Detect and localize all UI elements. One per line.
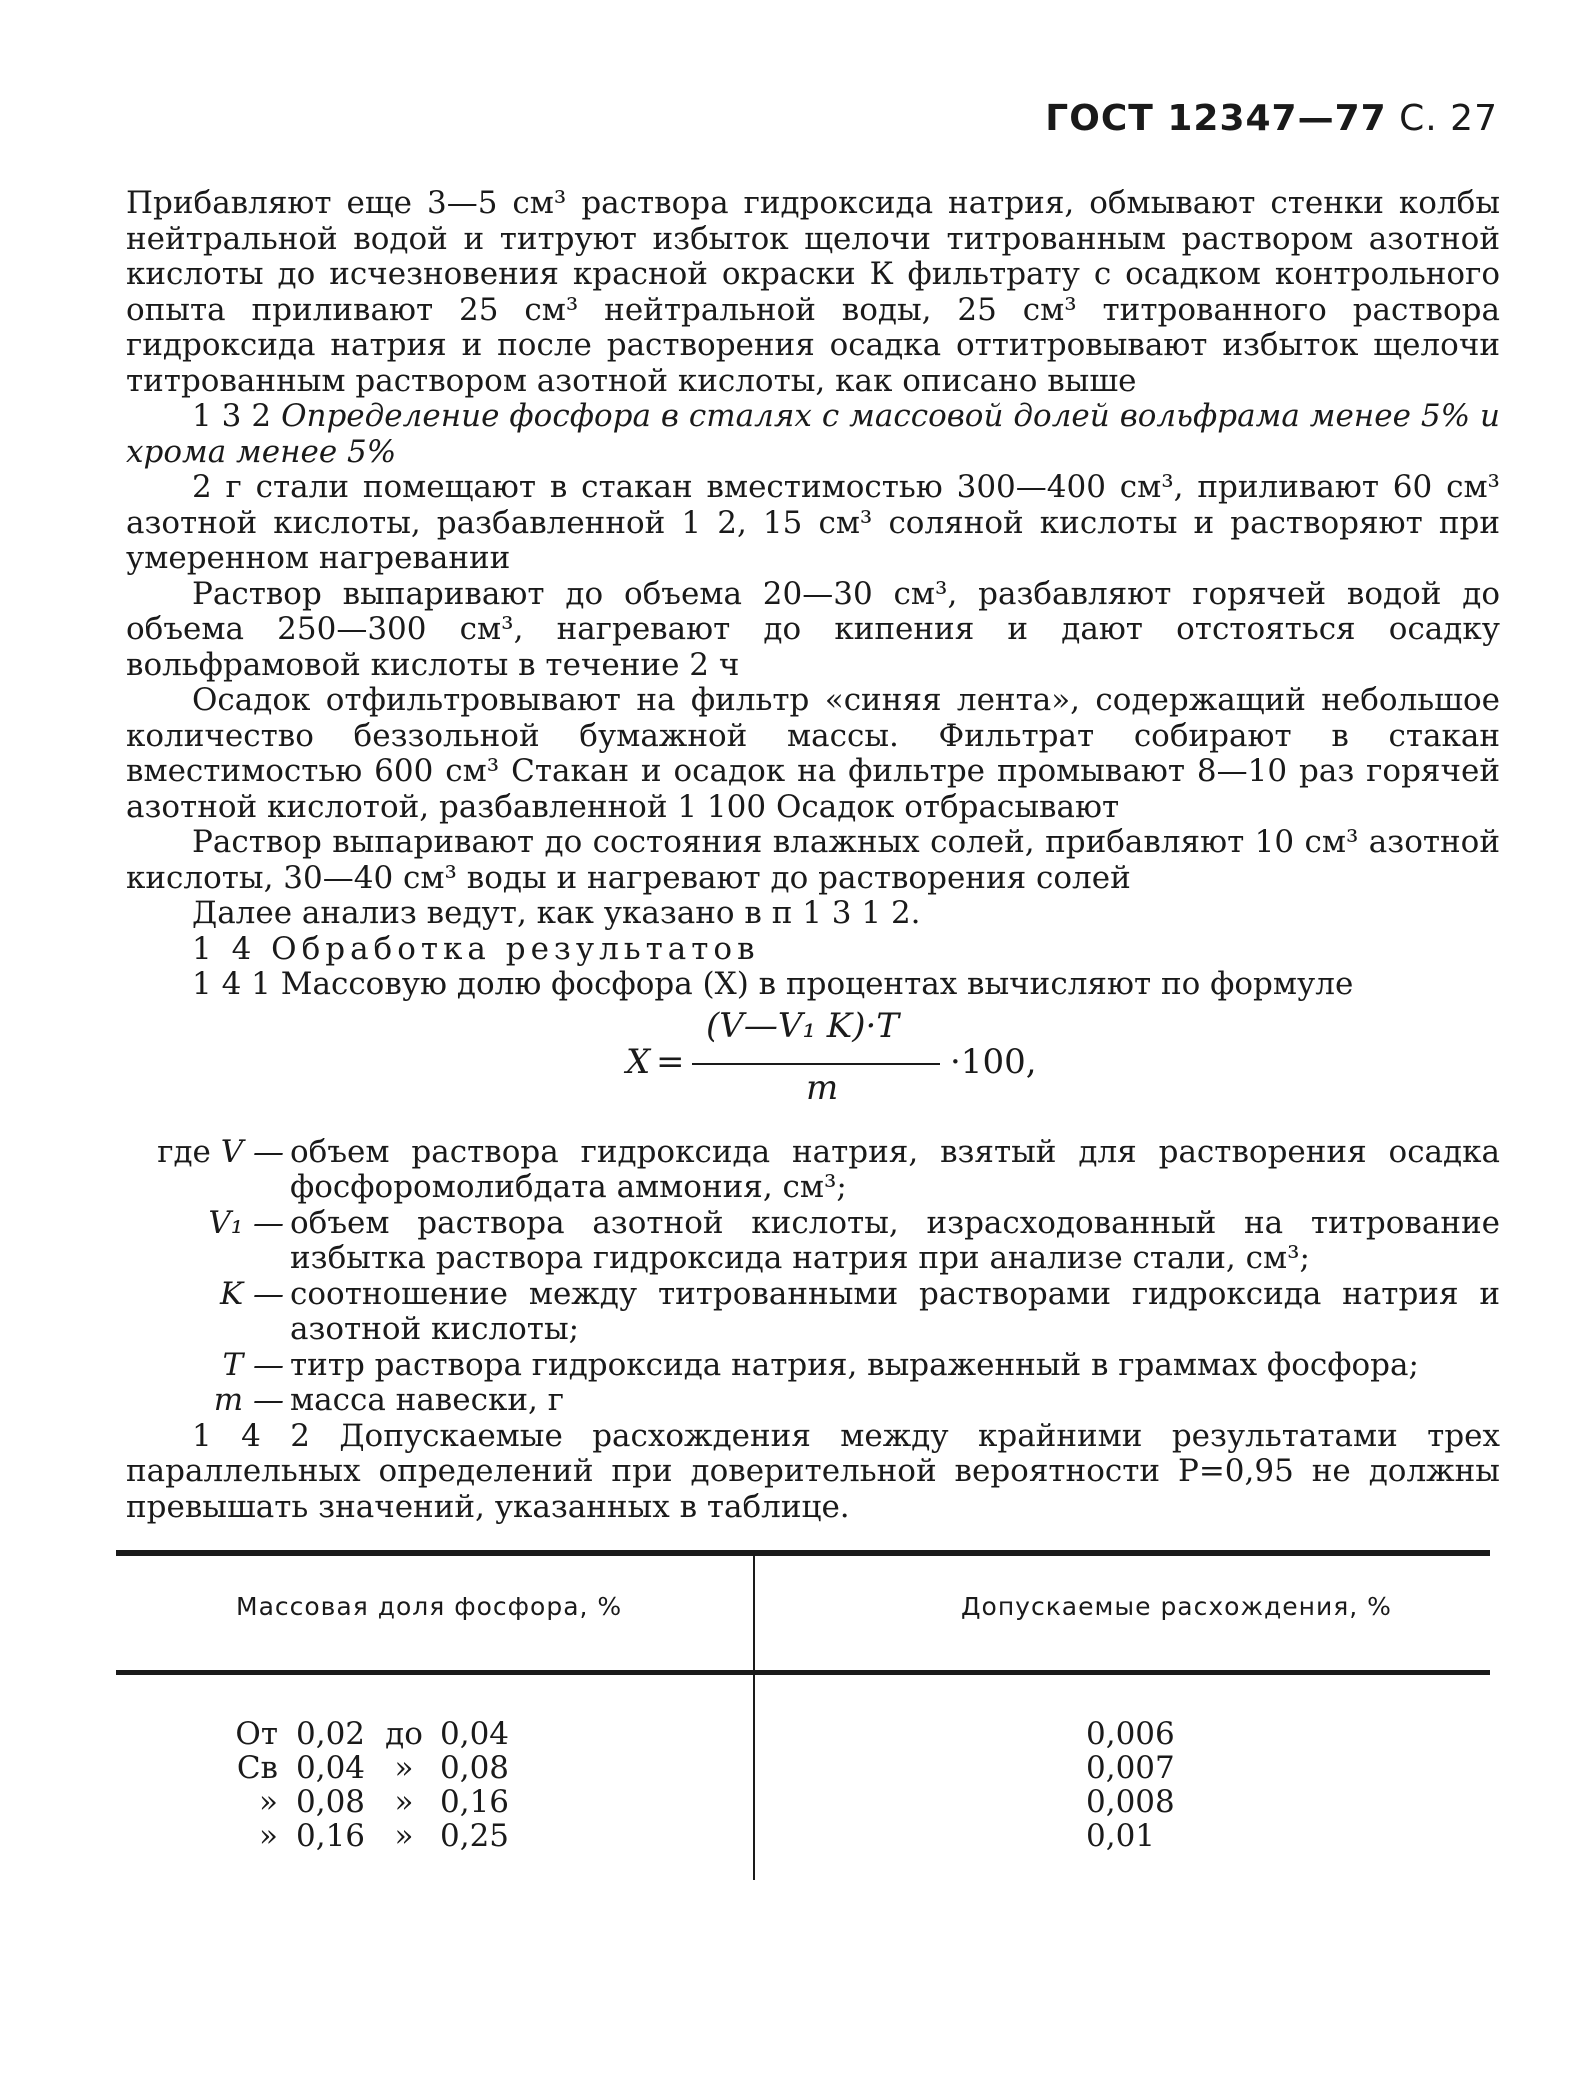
formula-equals: = xyxy=(656,1041,685,1082)
paragraph: Раствор выпаривают до объема 20—30 см³, разбавляют горячей водой до объема 250—300 см³, нагревают до кипения и дают отстояться осадку вольфрамовой кислоты в течение 2 ч xyxy=(126,575,1500,683)
definition-row xyxy=(126,1348,1500,1384)
paragraph: Прибавляют еще 3—5 см³ раствора гидроксида натрия, обмывают стенки колбы нейтральной водой и титруют избыток щелочи титрованным раствором азотной кислоты до исчезновения красной окраски К фильтрату с осадком контрольного опыта приливают 25 см³ нейтральной воды, 25 см³ титрованного раствора гидроксида натрия и после растворения осадка оттитровывают избыток щелочи титрованным раствором азотной кислоты, как описано выше xyxy=(126,185,1500,399)
table-header-phosphorus: Массовая доля фосфора, % xyxy=(236,1592,623,1621)
table-row xyxy=(116,1716,1490,1750)
table-row xyxy=(116,1750,1490,1784)
range-to: 0,08 xyxy=(440,1750,510,1786)
formula-multiplier: ·100, xyxy=(950,1041,1037,1082)
range-joiner: » xyxy=(394,1750,414,1786)
document-body xyxy=(126,186,1500,1525)
definition-lead: где xyxy=(157,1133,211,1170)
range-prefix: » xyxy=(259,1818,278,1854)
range-from: 0,08 xyxy=(296,1784,366,1820)
table-top-rule xyxy=(116,1550,1490,1556)
standard-number: ГОСТ 12347—77 xyxy=(1045,98,1387,139)
paragraph: Далее анализ ведут, как указано в п 1 3 1 2. xyxy=(192,895,921,931)
range-joiner: » xyxy=(394,1818,414,1854)
formula-numerator: (V—V₁ K)·T xyxy=(706,1005,899,1046)
range-from: 0,04 xyxy=(296,1750,366,1786)
definition-text: соотношение между титрованными растворами гидроксида натрия и азотной кислоты; xyxy=(290,1275,1500,1347)
range-prefix: Св xyxy=(236,1750,278,1786)
definition-row xyxy=(126,1206,1500,1277)
definition-symbol: m — xyxy=(213,1382,284,1418)
range-from: 0,02 xyxy=(296,1716,366,1752)
range-joiner: до xyxy=(385,1716,423,1752)
range-prefix: » xyxy=(259,1784,278,1820)
definition-row xyxy=(126,1383,1500,1419)
formula-denominator: m xyxy=(806,1067,839,1108)
definition-row xyxy=(126,1277,1500,1348)
range-joiner: » xyxy=(394,1784,414,1820)
range-to: 0,04 xyxy=(440,1716,510,1752)
section-heading-1-4: 1 4 Обработка результатов xyxy=(192,930,760,967)
definition-text: титр раствора гидроксида натрия, выраженный в граммах фосфора; xyxy=(290,1346,1419,1383)
range-from: 0,16 xyxy=(296,1818,366,1854)
definition-symbol: K — xyxy=(219,1275,284,1312)
formula xyxy=(126,1003,1500,1131)
range-prefix: От xyxy=(235,1716,278,1752)
tolerance-value: 0,01 xyxy=(1086,1818,1156,1854)
table-row xyxy=(116,1784,1490,1818)
definition-text: объем раствора азотной кислоты, израсходованный на титрование избытка раствора гидроксида натрия при анализе стали, см³; xyxy=(290,1204,1500,1276)
table-row xyxy=(116,1818,1490,1852)
formula-lhs: X xyxy=(626,1041,651,1082)
paragraph: 2 г стали помещают в стакан вместимостью 300—400 см³, приливают 60 см³ азотной кислоты, разбавленной 1 2, 15 см³ соляной кислоты и растворяют при умеренном нагревании xyxy=(126,469,1500,576)
definition-symbol: где V — xyxy=(157,1133,284,1170)
definition-symbol: T — xyxy=(222,1346,284,1383)
tolerance-value: 0,008 xyxy=(1086,1784,1175,1820)
page-number: С. 27 xyxy=(1399,98,1498,139)
table-body xyxy=(116,1716,1490,1852)
range-to: 0,25 xyxy=(440,1818,510,1854)
section-heading-1-3-2 xyxy=(126,399,1500,470)
variable-definitions xyxy=(126,1135,1500,1419)
definition-text: объем раствора гидроксида натрия, взятый для растворения осадка фосфоромолибдата аммония, см³; xyxy=(290,1133,1500,1205)
page-header xyxy=(1045,98,1498,139)
definition-text: масса навески, г xyxy=(290,1382,564,1418)
section-title: Определение фосфора в сталях с массовой долей вольфрама менее 5% и хрома менее 5% xyxy=(126,398,1500,470)
paragraph: 1 4 1 Массовую долю фосфора (X) в процентах вычисляют по формуле xyxy=(192,966,1354,1002)
paragraph: 1 4 2 Допускаемые расхождения между крайними результатами трех параллельных определений при доверительной вероятности P=0,95 не должны превышать значений, указанных в таблице. xyxy=(126,1417,1500,1525)
definition-row xyxy=(126,1135,1500,1206)
section-number: 1 3 2 xyxy=(192,398,272,434)
paragraph: Раствор выпаривают до состояния влажных солей, прибавляют 10 см³ азотной кислоты, 30—40 см³ воды и нагревают до растворения солей xyxy=(126,824,1500,896)
range-to: 0,16 xyxy=(440,1784,510,1820)
tolerance-value: 0,006 xyxy=(1086,1716,1175,1752)
tolerance-table xyxy=(116,1550,1490,1880)
table-header-tolerance: Допускаемые расхождения, % xyxy=(961,1592,1392,1621)
table-header-rule xyxy=(116,1670,1490,1675)
paragraph: Осадок отфильтровывают на фильтр «синяя лента», содержащий небольшое количество беззольной бумажной массы. Фильтрат собирают в стакан вместимостью 600 см³ Стакан и осадок на фильтре промывают 8—10 раз горячей азотной кислотой, разбавленной 1 100 Осадок отбрасывают xyxy=(126,682,1500,825)
definition-symbol: V₁ — xyxy=(208,1204,284,1241)
fraction-bar xyxy=(692,1063,940,1065)
tolerance-value: 0,007 xyxy=(1086,1750,1175,1786)
